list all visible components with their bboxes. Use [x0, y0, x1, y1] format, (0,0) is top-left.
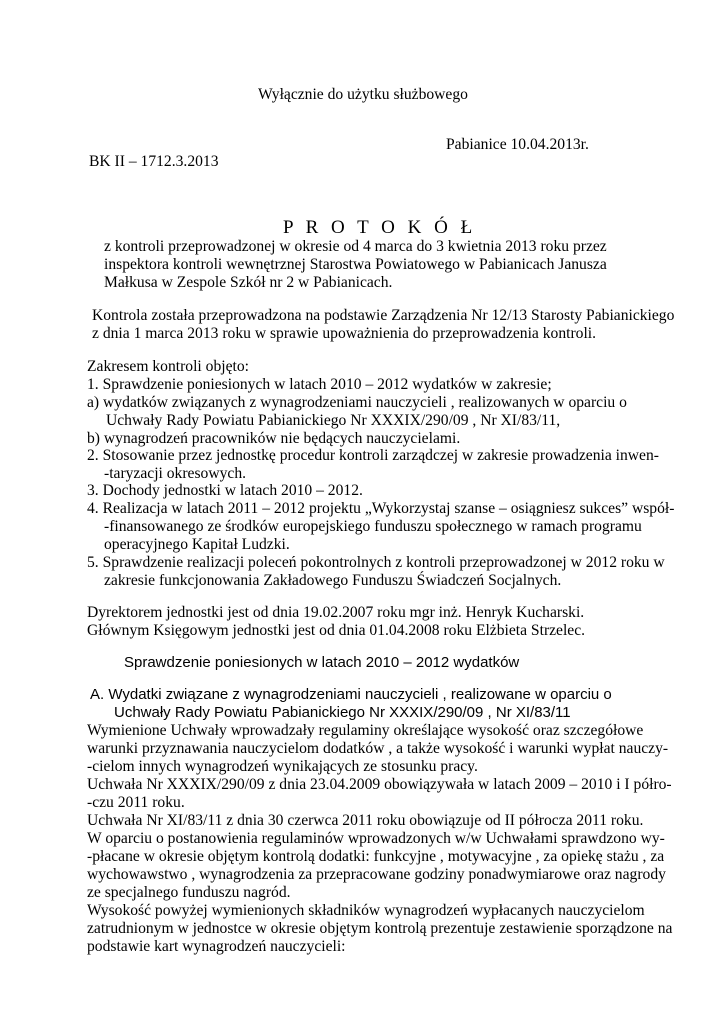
body-line: Uchwała Nr XI/83/11 z dnia 30 czerwca 2011 roku obowiązuje od II półrocza 2011 roku.	[87, 812, 644, 829]
scope-item: 4. Realizacja w latach 2011 – 2012 projektu „Wykorzystaj szanse – osiągniesz sukces” współ-	[87, 500, 675, 517]
scope-item: Uchwały Rady Powiatu Pabianickiego Nr XXXIX/290/09 , Nr XI/83/11,	[106, 412, 561, 429]
basis-line: z dnia 1 marca 2013 roku w sprawie upoważnienia do przeprowadzenia kontroli.	[92, 325, 597, 342]
body-line: Wysokość powyżej wymienionych składników wynagrodzeń wypłacanych nauczycielom	[87, 902, 645, 919]
intro-line: Małkusa w Zespole Szkół nr 2 w Pabianicach.	[104, 274, 393, 291]
scope-item: b) wynagrodzeń pracowników nie będących nauczycielami.	[87, 430, 461, 447]
body-line: zatrudnionym w jednostce w okresie objętym kontrolą prezentuje zestawienie sporządzone na	[87, 920, 673, 937]
basis-line: Kontrola została przeprowadzona na podstawie Zarządzenia Nr 12/13 Starosty Pabianickiego	[92, 307, 675, 324]
body-line: -płacane w okresie objętym kontrolą dodatki: funkcyjne , motywacyjne , za opiekę stażu , za	[87, 848, 665, 865]
body-line: warunki przyznawania nauczycielom dodatków , a także wysokość i warunki wypłat nauczy-	[87, 740, 669, 757]
subheading-line: Uchwały Rady Powiatu Pabianickiego Nr XXXIX/290/09 , Nr XI/83/11	[114, 704, 571, 721]
body-line: ze specjalnego funduszu nagród.	[87, 884, 291, 901]
scope-item: 5. Sprawdzenie realizacji poleceń pokontrolnych z kontroli przeprowadzonej w 2012 roku w	[87, 554, 665, 571]
scope-item: -finansowanego ze środków europejskiego funduszu społecznego w ramach programu	[104, 518, 642, 535]
body-line: Wymienione Uchwały wprowadzały regulaminy określające wysokość oraz szczegółowe	[87, 722, 644, 739]
body-line: podstawie kart wynagrodzeń nauczycieli:	[87, 938, 346, 955]
body-line: wychowawstwo , wynagrodzenia za przepracowane godziny ponadwymiarowe oraz nagrody	[87, 866, 666, 883]
place-date: Pabianice 10.04.2013r.	[446, 136, 589, 153]
scope-item: a) wydatków związanych z wynagrodzeniami nauczycieli , realizowanych w oparciu o	[87, 394, 627, 411]
section-heading: Sprawdzenie poniesionych w latach 2010 – 2012 wydatków	[124, 654, 520, 671]
reference-number: BK II – 1712.3.2013	[89, 153, 219, 170]
body-line: -czu 2011 roku.	[87, 794, 185, 811]
body-line: -cielom innych wynagrodzeń wynikających ze stosunku pracy.	[87, 758, 478, 775]
scope-heading: Zakresem kontroli objęto:	[87, 358, 249, 375]
scope-item: 3. Dochody jednostki w latach 2010 – 2012.	[87, 482, 363, 499]
subheading-line: A. Wydatki związane z wynagrodzeniami nauczycieli , realizowane w oparciu o	[90, 686, 612, 703]
scope-item: -taryzacji okresowych.	[104, 465, 247, 482]
accountant-line: Głównym Księgowym jednostki jest od dnia 01.04.2008 roku Elżbieta Strzelec.	[87, 622, 586, 639]
protocol-title: P R O T O K Ó Ł	[283, 217, 477, 238]
classification-note: Wyłącznie do użytku służbowego	[258, 86, 468, 103]
director-line: Dyrektorem jednostki jest od dnia 19.02.2007 roku mgr inż. Henryk Kucharski.	[87, 604, 585, 621]
intro-line: z kontroli przeprowadzonej w okresie od 4 marca do 3 kwietnia 2013 roku przez	[104, 238, 607, 255]
body-line: W oparciu o postanowienia regulaminów wprowadzonych w/w Uchwałami sprawdzono wy-	[87, 830, 665, 847]
scope-item: operacyjnego Kapitał Ludzki.	[104, 536, 290, 553]
scope-item: 1. Sprawdzenie poniesionych w latach 2010 – 2012 wydatków w zakresie;	[87, 376, 552, 393]
intro-line: inspektora kontroli wewnętrznej Starostwa Powiatowego w Pabianicach Janusza	[104, 256, 607, 273]
scope-item: 2. Stosowanie przez jednostkę procedur kontroli zarządczej w zakresie prowadzenia inwen-	[87, 447, 659, 464]
scope-item: zakresie funkcjonowania Zakładowego Funduszu Świadczeń Socjalnych.	[104, 572, 562, 589]
body-line: Uchwała Nr XXXIX/290/09 z dnia 23.04.2009 obowiązywała w latach 2009 – 2010 i I półro-	[87, 776, 672, 793]
